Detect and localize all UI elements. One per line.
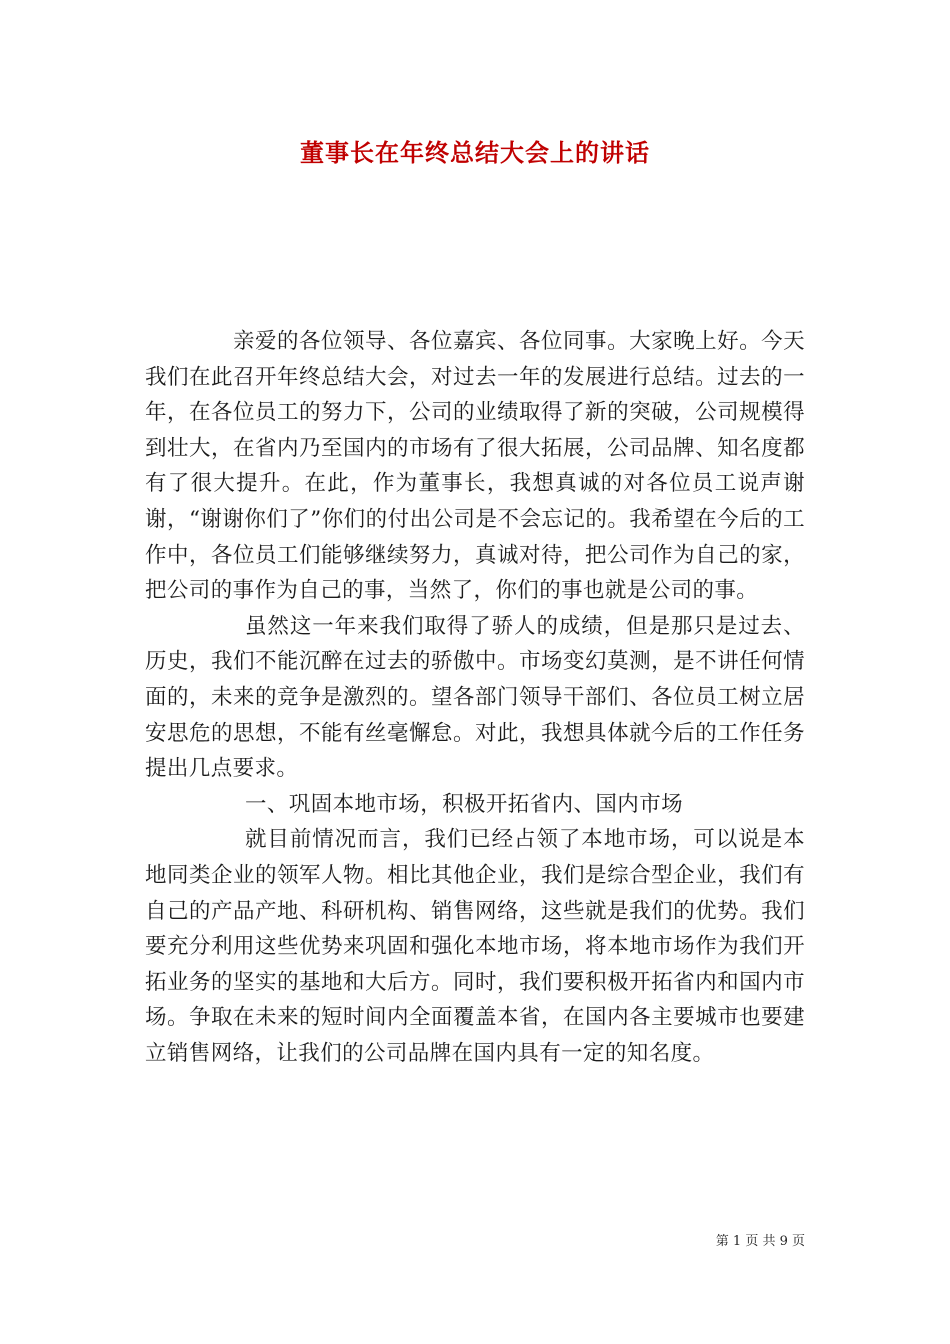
page-number-footer: 第 1 页 共 9 页 [715,1234,805,1249]
document-body [145,324,805,1071]
paragraph-greeting: 亲爱的各位领导、各位嘉宾、各位同事。大家晚上好。今天我们在此召开年终总结大会，对过去一年的发展进行总结。过去的一年，在各位员工的努力下，公司的业绩取得了新的突破，公司规模得到壮大，在省内乃至国内的市场有了很大拓展，公司品牌、知名度都有了很大提升。在此，作为董事长，我想真诚的对各位员工说声谢谢，“谢谢你们了”你们的付出公司是不会忘记的。我希望在今后的工作中，各位员工们能够继续努力，真诚对待，把公司作为自己的家，把公司的事作为自己的事，当然了，你们的事也就是公司的事。 [145,329,805,604]
paragraph-achievements: 虽然这一年来我们取得了骄人的成绩，但是那只是过去、历史，我们不能沉醉在过去的骄傲中。市场变幻莫测，是不讲任何情面的，未来的竞争是激烈的。望各部门领导干部们、各位员工树立居安思危的思想，不能有丝毫懈怠。对此，我想具体就今后的工作任务提出几点要求。 [145,613,805,782]
section-heading-1: 一、巩固本地市场，积极开拓省内、国内市场 [245,791,684,817]
document-title: 董事长在年终总结大会上的讲话 [300,138,650,167]
paragraph-local-market: 就目前情况而言，我们已经占领了本地市场，可以说是本地同类企业的领军人物。相比其他企业，我们是综合型企业，我们有自己的产品产地、科研机构、销售网络，这些就是我们的优势。我们要充分利用这些优势来巩固和强化本地市场，将本地市场作为我们开拓业务的坚实的基地和大后方。同时，我们要积极开拓省内和国内市场。争取在未来的短时间内全面覆盖本省，在国内各主要城市也要建立销售网络，让我们的公司品牌在国内具有一定的知名度。 [145,827,805,1066]
